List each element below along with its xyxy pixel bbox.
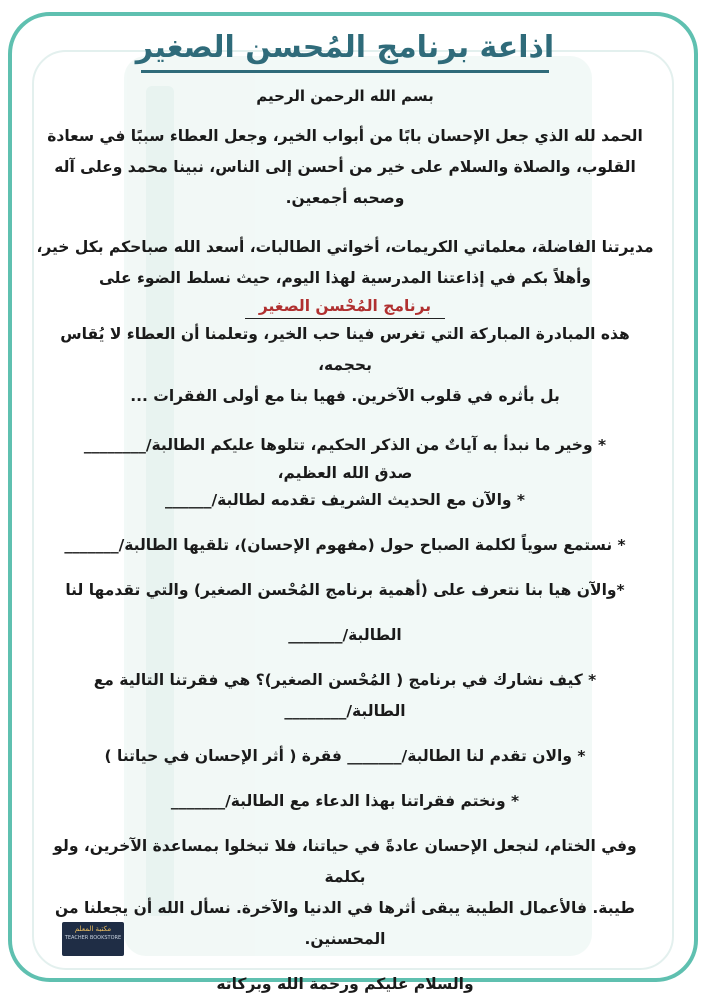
program-name: برنامج المُحْسن الصغير — [245, 294, 445, 319]
item-dua: * ونختم فقراتنا بهذا الدعاء مع الطالبة/_______ — [170, 792, 520, 810]
logo-line-2: TEACHER BOOKSTORE — [64, 935, 122, 941]
item-sadaq: صدق الله العظيم، — [277, 464, 413, 482]
item-quran: * وخير ما نبدأ به آياتٌ من الذكر الحكيم، تتلوها عليكم الطالبة/________ — [83, 436, 607, 454]
initiative-line-2: بل بأثره في قلوب الآخرين. فهيا بنا مع أولى الفقرات ... — [130, 387, 560, 405]
item-morning-word: * نستمع سوياً لكلمة الصباح حول (مفهوم الإحسان)، تلقيها الطالبة/_______ — [64, 536, 626, 554]
basmala: بسم الله الرحمن الرحيم — [256, 87, 434, 105]
farewell: والسلام عليكم ورحمة الله وبركاته — [216, 975, 474, 993]
document-content — [36, 28, 654, 1000]
item-impact: * والان تقدم لنا الطالبة/_______ فقرة ( أثر الإحسان في حياتنا ) — [104, 747, 586, 765]
intro-line-1: الحمد لله الذي جعل الإحسان بابًا من أبواب الخير، وجعل العطاء سببًا في سعادة — [47, 127, 643, 145]
closing-line-2: طيبة. فالأعمال الطيبة يبقى أثرها في الدنيا والآخرة. نسأل الله أن يجعلنا من — [55, 899, 635, 917]
page-title: اذاعة برنامج المُحسن الصغير — [135, 30, 555, 65]
intro-line-2: القلوب، والصلاة والسلام على خير من أحسن إلى الناس، نبينا محمد وعلى آله — [54, 158, 636, 176]
item-hadith: * والآن مع الحديث الشريف تقدمه لطالبة/______ — [164, 491, 526, 509]
program-name-row — [36, 294, 654, 319]
closing-line-3: المحسنين. — [304, 930, 386, 948]
greeting-line-1: مديرتنا الفاضلة، معلماتي الكريمات، أخواتي الطالبات، أسعد الله صباحكم بكل خير، — [36, 238, 654, 256]
greeting-line-2: وأهلاً بكم في إذاعتنا المدرسية لهذا اليوم، حيث نسلط الضوء على — [98, 269, 592, 287]
item-importance-student: الطالبة/_______ — [288, 626, 402, 644]
logo-line-1: مكتبة المعلم — [74, 925, 112, 933]
intro-line-3: وصحبه أجمعين. — [285, 189, 405, 207]
bookstore-logo — [62, 922, 124, 956]
item-importance: *والآن هيا بنا نتعرف على (أهمية برنامج المُحْسن الصغير) والتي تقدمها لنا — [65, 581, 625, 599]
closing-line-1: وفي الختام، لنجعل الإحسان عادةً في حياتنا، فلا تبخلوا بمساعدة الآخرين، ولو بكلمة — [53, 837, 637, 886]
title-underline — [141, 70, 549, 73]
initiative-line-1: هذه المبادرة المباركة التي تغرس فينا حب الخير، وتعلمنا أن العطاء لا يُقاس بحجمه، — [60, 325, 630, 374]
item-participate: * كيف نشارك في برنامج ( المُحْسن الصغير)؟ هي فقرتنا التالية مع الطالبة/________ — [93, 671, 597, 720]
